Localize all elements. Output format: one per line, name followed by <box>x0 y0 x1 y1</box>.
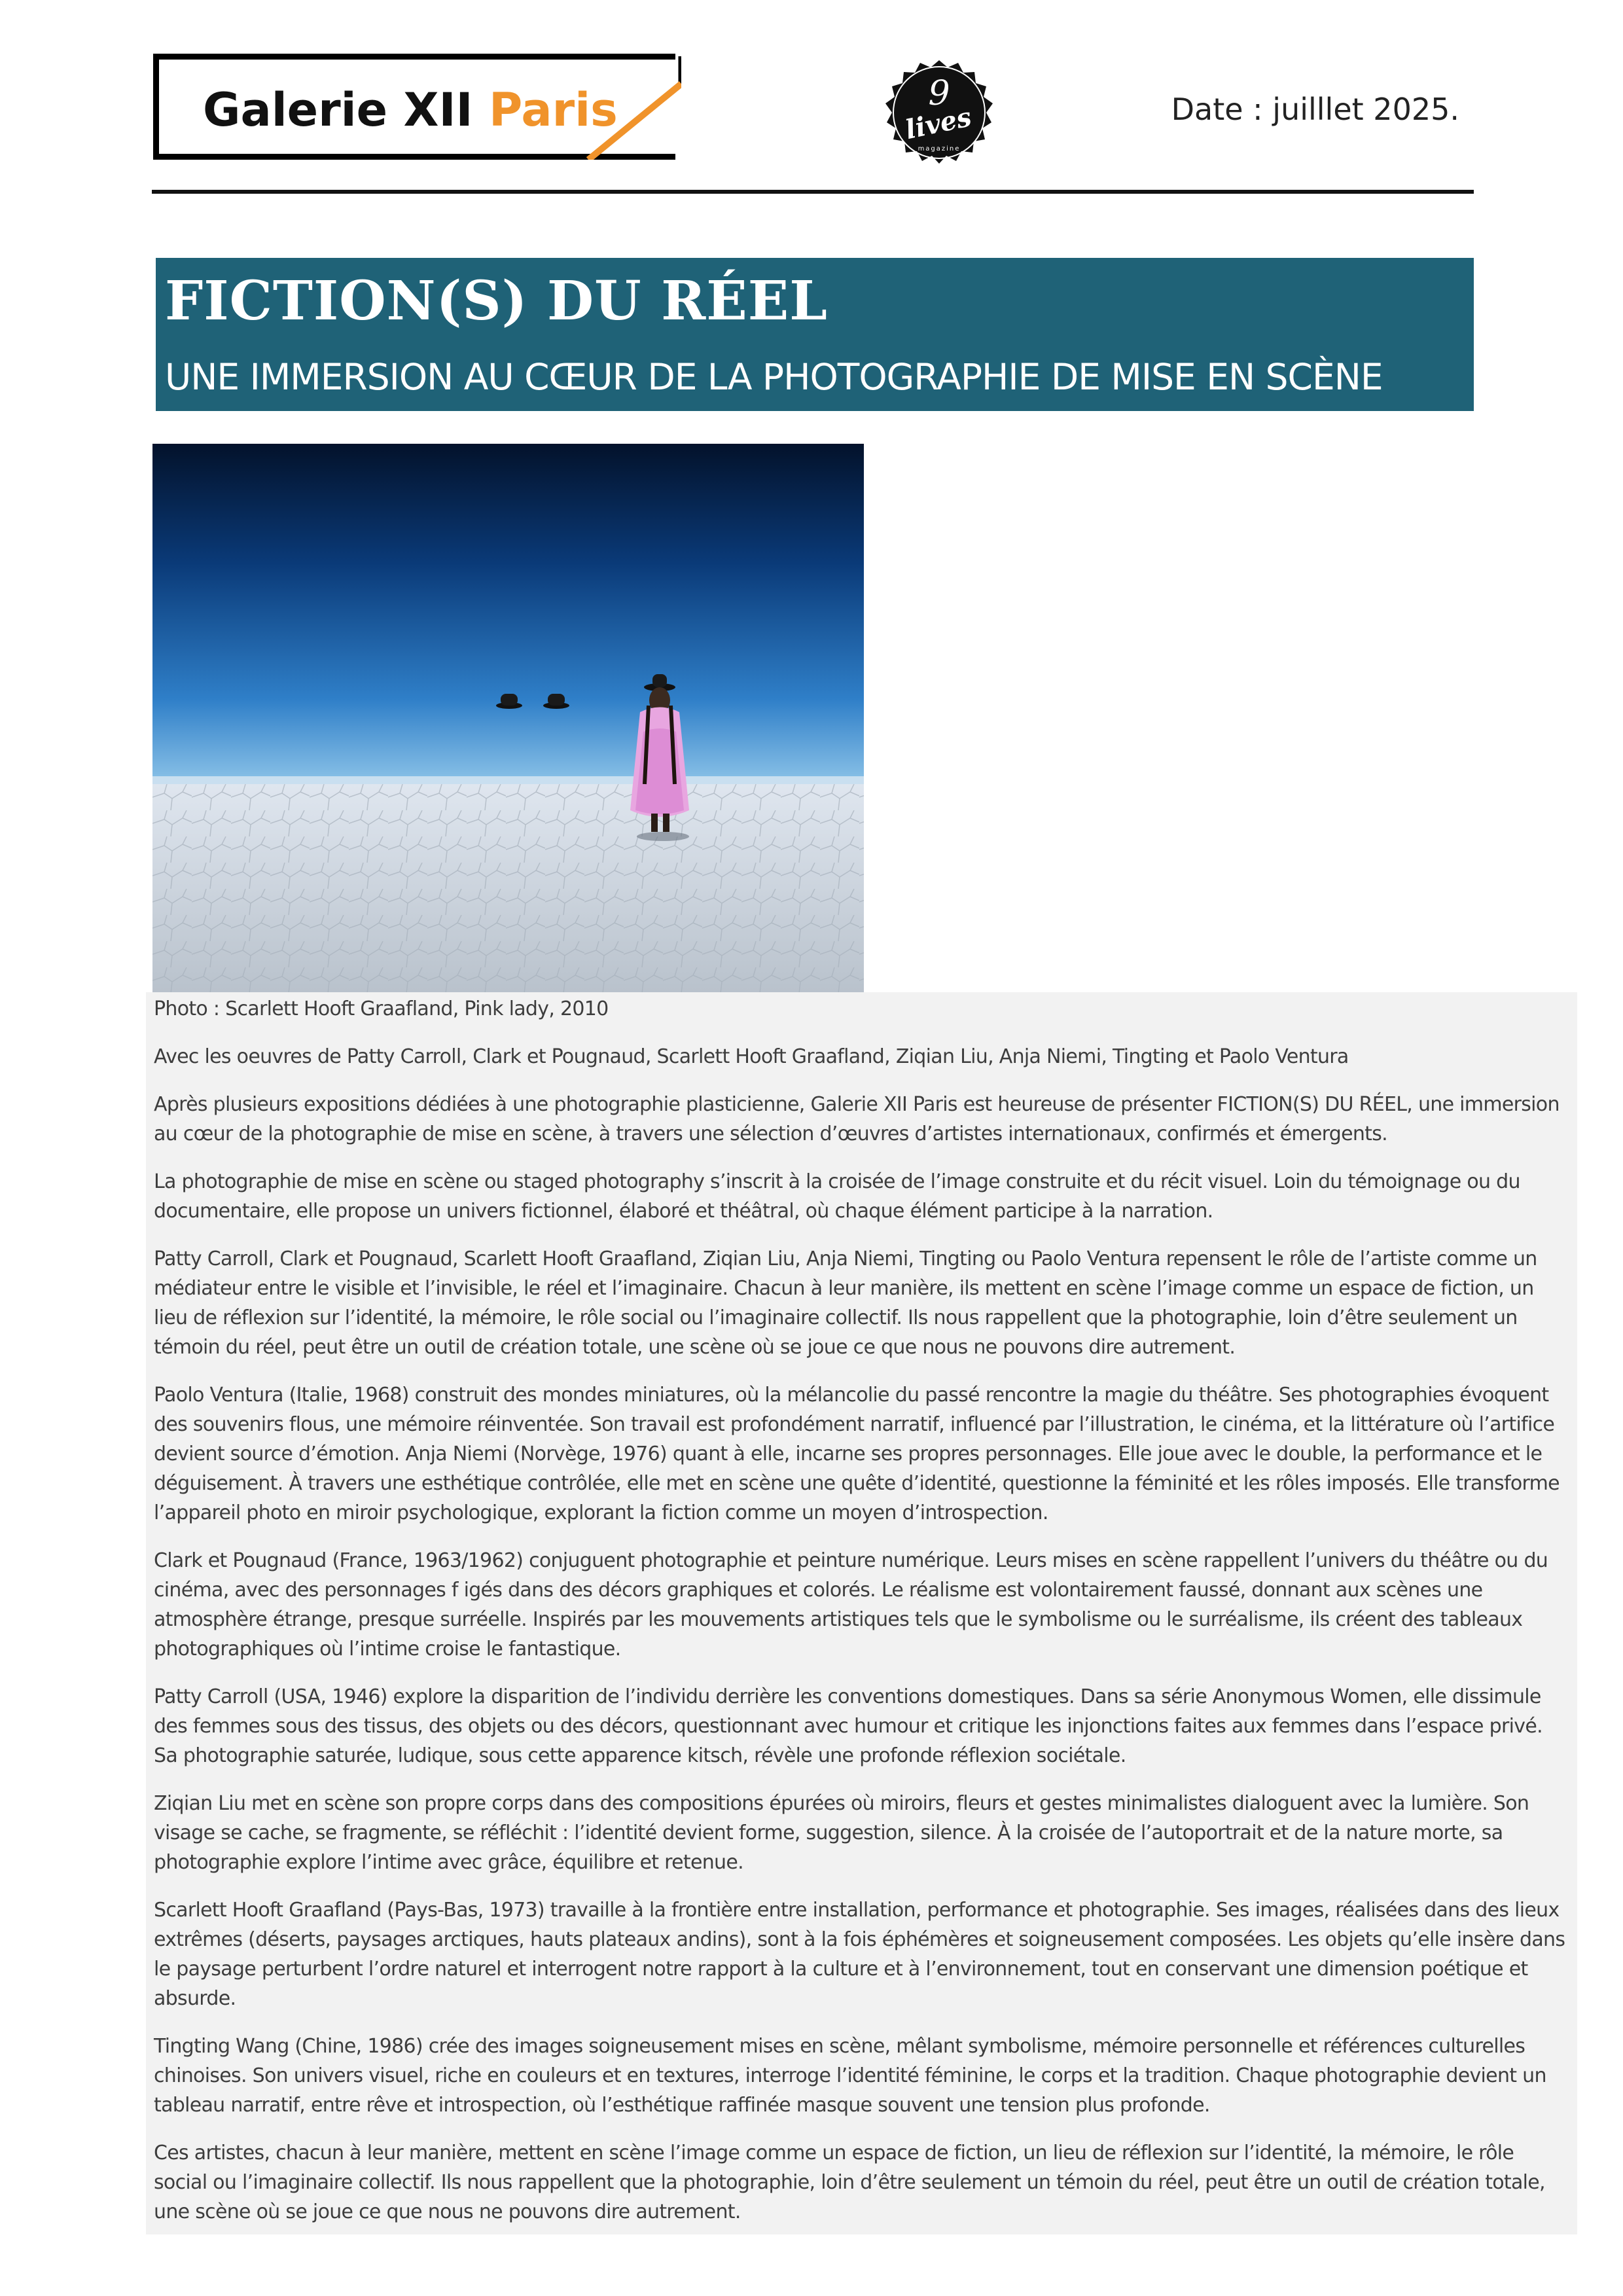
exhibition-subtitle: UNE IMMERSION AU CŒUR DE LA PHOTOGRAPHIE DE MISE EN SCÈNE <box>165 356 1383 398</box>
article-paragraph: Après plusieurs expositions dédiées à une photographie plasticienne, Galerie XII Paris est heureuse de présenter FICTION(S) DU RÉEL, une immersion au cœur de la photographie de mise en scène, à travers une sélection d’œuvres d’artistes internationaux, confirmés et émergents. <box>154 1093 1560 1145</box>
article-paragraph: Avec les oeuvres de Patty Carroll, Clark et Pougnaud, Scarlett Hooft Graafland, Ziqian Liu, Anja Niemi, Tingting et Paolo Ventura <box>154 1045 1349 1068</box>
article-paragraph: Patty Carroll, Clark et Pougnaud, Scarlett Hooft Graafland, Ziqian Liu, Anja Niemi, Tingting ou Paolo Ventura repensent le rôle de l’artiste comme un médiateur entre le visible et l’invisible, le réel et l’imaginaire. Chacun à leur manière, ils mettent en scène l’image comme un espace de fiction, un lieu de réflexion sur l’identité, la mémoire, le rôle social ou l’imaginaire collectif. Ils nous rappellent que la photographie, loin d’être seulement un témoin du réel, peut être un outil de création totale, une scène où se joue ce que nous ne pouvons dire autrement. <box>154 1247 1537 1359</box>
exhibition-title: FICTION(S) DU RÉEL <box>165 270 828 332</box>
nine-lives-magazine-badge <box>874 47 1005 178</box>
gallery-logo <box>203 77 618 143</box>
article-body <box>146 992 1577 2234</box>
article-paragraph: Scarlett Hooft Graafland (Pays-Bas, 1973) travaille à la frontière entre installation, performance et photographie. Ses images, réalisées dans des lieux extrêmes (déserts, paysages arctiques, hauts plateaux andins), sont à la fois éphémères et soigneusement composées. Les objets qu’elle insère dans le paysage perturbent l’ordre naturel et interrogent notre rapport à la culture et à l’environnement, tout en conservant une dimension poétique et absurde. <box>154 1899 1565 2010</box>
article-paragraph: Paolo Ventura (Italie, 1968) construit des mondes miniatures, où la mélancolie du passé rencontre la magie du théâtre. Ses photographies évoquent des souvenirs flous, une mémoire réinventée. Son travail est profondément narratif, influencé par l’illustration, le cinéma, et la littérature où l’artifice devient source d’émotion. Anja Niemi (Norvège, 1976) quant à elle, incarne ses propres personnages. Elle joue avec le double, la performance et le déguisement. À travers une esthétique contrôlée, elle met en scène une quête d’identité, questionne la féminité et les rôles imposés. Elle transforme l’appareil photo en miroir psychologique, explorant la fiction comme un moyen d’introspection. <box>154 1384 1560 1524</box>
badge-word: lives <box>902 101 974 146</box>
badge-subtext: magazine <box>918 145 961 152</box>
article-paragraph: Clark et Pougnaud (France, 1963/1962) conjuguent photographie et peinture numérique. Leurs mises en scène rappellent l’univers du théâtre ou du cinéma, avec des personnages f igés dans des décors graphiques et colorés. Le réalisme est volontairement faussé, donnant aux scènes une atmosphère étrange, presque surréelle. Inspirés par les mouvements artistiques tels que le symbolisme ou le surréalisme, ils créent des tableaux photographiques où l’intime croise le fantastique. <box>154 1549 1548 1660</box>
article-paragraph: Ces artistes, chacun à leur manière, mettent en scène l’image comme un espace de fiction, un lieu de réflexion sur l’identité, la mémoire, le rôle social ou l’imaginaire collectif. Ils nous rappellent que la photographie, loin d’être seulement un témoin du réel, peut être un outil de création totale, une scène où se joue ce que nous ne pouvons dire autrement. <box>154 2142 1545 2223</box>
featured-photo-pink-lady <box>152 444 864 992</box>
gallery-logo-main: Galerie XII <box>203 83 473 137</box>
header-divider <box>152 190 1474 194</box>
photo-sky <box>152 444 864 784</box>
publication-date: Date : juilllet 2025. <box>1171 92 1459 127</box>
article-paragraph: Patty Carroll (USA, 1946) explore la disparition de l’individu derrière les conventions domestiques. Dans sa série Anonymous Women, elle dissimule des femmes sous des tissus, des objets ou des décors, questionnant avec humour et critique les injonctions faites aux femmes dans l’espace privé. Sa photographie saturée, ludique, sous cette apparence kitsch, révèle une profonde réflexion sociétale. <box>154 1685 1543 1767</box>
exhibition-banner <box>156 258 1474 411</box>
photo-caption: Photo : Scarlett Hooft Graafland, Pink lady, 2010 <box>154 997 609 1020</box>
article-paragraph: Ziqian Liu met en scène son propre corps dans des compositions épurées où miroirs, fleurs et gestes minimalistes dialoguent avec la lumière. Son visage se cache, se fragmente, se réfléchit : l’identité devient forme, suggestion, silence. À la croisée de l’autoportrait et de la nature morte, sa photographie explore l’intime avec grâce, équilibre et retenue. <box>154 1792 1529 1874</box>
gallery-logo-accent: Paris <box>488 83 618 137</box>
badge-number: 9 <box>928 74 950 113</box>
article-paragraph: La photographie de mise en scène ou staged photography s’inscrit à la croisée de l’image construite et du récit visuel. Loin du témoignage ou du documentaire, elle propose un univers fictionnel, élaboré et théâtral, où chaque élément participe à la narration. <box>154 1170 1520 1223</box>
article-paragraph: Tingting Wang (Chine, 1986) crée des images soigneusement mises en scène, mêlant symbolisme, mémoire personnelle et références culturelles chinoises. Son univers visuel, riche en couleurs et en textures, interroge l’identité féminine, le corps et la tradition. Chaque photographie devient un tableau narratif, entre rêve et introspection, où l’esthétique raffinée masque souvent une tension plus profonde. <box>154 2035 1546 2117</box>
